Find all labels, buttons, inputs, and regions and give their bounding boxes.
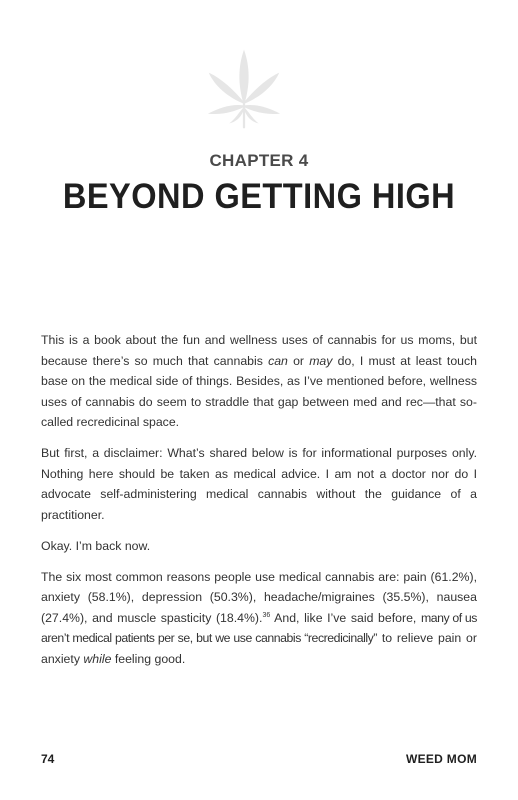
paragraph-1-text-c: do, I must at least touch base on the medical side of things. Besides, as I’ve mentioned before, wellness uses of cannabis do seem to straddle that gap between med and rec—that so-called recredicinal space. (41, 353, 477, 429)
cannabis-leaf-icon (203, 48, 285, 130)
page-number: 74 (41, 752, 55, 766)
paragraph-3: Okay. I’m back now. (41, 538, 151, 553)
chapter-title: BEYOND GETTING HIGH (62, 177, 456, 216)
body-text (41, 330, 477, 680)
paragraph-4-text-e: feeling good. (111, 651, 186, 666)
emphasis-can: can (268, 353, 288, 368)
running-title: WEED MOM (405, 752, 477, 766)
paragraph-4-text-d: to relieve pain or anxiety (41, 631, 477, 666)
paragraph-4-text-a: The six most common reasons people use medical cannabis are: pain (61.2%), anxiety (58.1%), depression (50.3%), headache/migraines (35.5%), nausea (27.4%), and muscle spasticity (18.4%). (41, 569, 477, 625)
paragraph-1 (41, 330, 477, 433)
paragraph-2: But first, a disclaimer: What’s shared below is for informational purposes only. Nothing here should be taken as medical advice. I am not a doctor nor do I advocate self-administering medical cannabis without the guidance of a practitioner. (41, 446, 477, 522)
paragraph-4-text-b: And, like I’ve said before, (270, 610, 421, 625)
emphasis-while: while (83, 651, 112, 666)
paragraph-1-text-a: This is a book about the fun and wellness uses of cannabis for us moms, but because there’s so much that cannabis (41, 333, 477, 368)
footnote-marker: 36 (262, 611, 271, 619)
page-footer (41, 752, 477, 770)
paragraph-4 (41, 567, 477, 670)
emphasis-may: may (309, 353, 333, 368)
paragraph-1-text-b: or (287, 353, 310, 368)
chapter-label: CHAPTER 4 (209, 151, 309, 170)
paragraph-4-text-c: many of us aren’t medical patients per se, but we use cannabis “recredicinally” (41, 610, 477, 645)
